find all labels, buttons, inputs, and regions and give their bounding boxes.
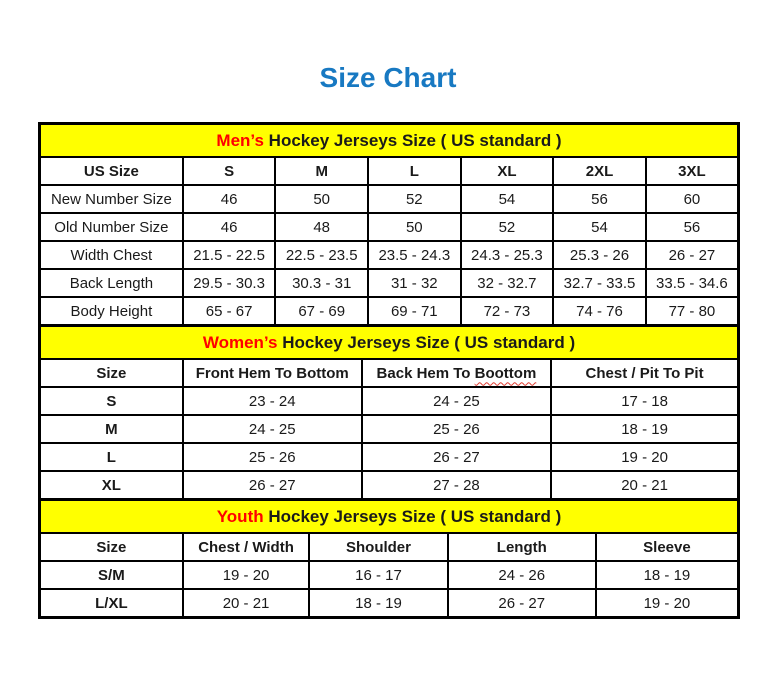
mens-banner-row xyxy=(40,124,739,158)
row-label: Width Chest xyxy=(40,241,183,269)
column-header xyxy=(362,359,551,387)
column-header: L xyxy=(368,157,461,185)
banner-text: Hockey Jerseys Size ( US standard ) xyxy=(263,506,562,526)
value-cell: 26 - 27 xyxy=(183,471,362,500)
row-label: New Number Size xyxy=(40,185,183,213)
banner-highlight: Men’s xyxy=(216,130,264,150)
mens-section-banner xyxy=(40,124,739,158)
value-cell: 20 - 21 xyxy=(551,471,738,500)
value-cell: 56 xyxy=(646,213,739,241)
column-header: Front Hem To Bottom xyxy=(183,359,362,387)
value-cell: 50 xyxy=(275,185,368,213)
column-header: Chest / Pit To Pit xyxy=(551,359,738,387)
value-cell: 18 - 19 xyxy=(309,589,447,618)
value-cell: 32 - 32.7 xyxy=(461,269,554,297)
value-cell: 25 - 26 xyxy=(183,443,362,471)
womens-banner-row xyxy=(40,326,739,360)
value-cell: 19 - 20 xyxy=(551,443,738,471)
value-cell: 33.5 - 34.6 xyxy=(646,269,739,297)
value-cell: 26 - 27 xyxy=(448,589,596,618)
value-cell: 24 - 26 xyxy=(448,561,596,589)
row-label: L/XL xyxy=(40,589,183,618)
column-header: Sleeve xyxy=(596,533,739,561)
page-title: Size Chart xyxy=(319,62,457,93)
value-cell: 21.5 - 22.5 xyxy=(183,241,276,269)
value-cell: 74 - 76 xyxy=(553,297,646,326)
table-row xyxy=(40,561,739,589)
table-row xyxy=(40,269,739,297)
column-header: Chest / Width xyxy=(183,533,310,561)
table-row xyxy=(40,443,739,471)
womens-size-table xyxy=(38,324,740,501)
column-header-text: Back Hem To xyxy=(376,364,475,382)
value-cell: 25 - 26 xyxy=(362,415,551,443)
value-cell: 18 - 19 xyxy=(551,415,738,443)
value-cell: 50 xyxy=(368,213,461,241)
womens-header-row xyxy=(40,359,739,387)
value-cell: 54 xyxy=(553,213,646,241)
value-cell: 56 xyxy=(553,185,646,213)
column-header: Size xyxy=(40,359,183,387)
value-cell: 17 - 18 xyxy=(551,387,738,415)
value-cell: 69 - 71 xyxy=(368,297,461,326)
mens-size-table xyxy=(38,122,740,327)
value-cell: 77 - 80 xyxy=(646,297,739,326)
row-label: XL xyxy=(40,471,183,500)
value-cell: 60 xyxy=(646,185,739,213)
value-cell: 67 - 69 xyxy=(275,297,368,326)
table-row xyxy=(40,185,739,213)
value-cell: 52 xyxy=(461,213,554,241)
value-cell: 52 xyxy=(368,185,461,213)
value-cell: 54 xyxy=(461,185,554,213)
value-cell: 32.7 - 33.5 xyxy=(553,269,646,297)
spellcheck-underline: Boottom xyxy=(474,364,537,382)
column-header: XL xyxy=(461,157,554,185)
table-row xyxy=(40,241,739,269)
row-label: S/M xyxy=(40,561,183,589)
youth-size-table xyxy=(38,498,740,619)
womens-section-banner xyxy=(40,326,739,360)
value-cell: 31 - 32 xyxy=(368,269,461,297)
column-header: 2XL xyxy=(553,157,646,185)
column-header: US Size xyxy=(40,157,183,185)
column-header: Shoulder xyxy=(309,533,447,561)
value-cell: 26 - 27 xyxy=(646,241,739,269)
row-label: S xyxy=(40,387,183,415)
value-cell: 30.3 - 31 xyxy=(275,269,368,297)
table-row xyxy=(40,387,739,415)
table-row xyxy=(40,415,739,443)
table-row xyxy=(40,471,739,500)
value-cell: 72 - 73 xyxy=(461,297,554,326)
value-cell: 19 - 20 xyxy=(183,561,310,589)
value-cell: 23 - 24 xyxy=(183,387,362,415)
table-row xyxy=(40,213,739,241)
table-row xyxy=(40,589,739,618)
value-cell: 16 - 17 xyxy=(309,561,447,589)
value-cell: 25.3 - 26 xyxy=(553,241,646,269)
banner-highlight: Youth xyxy=(216,506,264,526)
row-label: M xyxy=(40,415,183,443)
row-label: L xyxy=(40,443,183,471)
value-cell: 26 - 27 xyxy=(362,443,551,471)
value-cell: 19 - 20 xyxy=(596,589,739,618)
column-header: Size xyxy=(40,533,183,561)
value-cell: 18 - 19 xyxy=(596,561,739,589)
value-cell: 24 - 25 xyxy=(362,387,551,415)
value-cell: 20 - 21 xyxy=(183,589,310,618)
mens-header-row xyxy=(40,157,739,185)
youth-section-banner xyxy=(40,500,739,534)
banner-highlight: Women’s xyxy=(202,332,278,352)
banner-text: Hockey Jerseys Size ( US standard ) xyxy=(263,130,562,150)
value-cell: 48 xyxy=(275,213,368,241)
value-cell: 46 xyxy=(183,185,276,213)
youth-header-row xyxy=(40,533,739,561)
value-cell: 27 - 28 xyxy=(362,471,551,500)
value-cell: 24 - 25 xyxy=(183,415,362,443)
row-label: Back Length xyxy=(40,269,183,297)
value-cell: 29.5 - 30.3 xyxy=(183,269,276,297)
size-chart xyxy=(38,122,740,619)
row-label: Body Height xyxy=(40,297,183,326)
column-header: S xyxy=(183,157,276,185)
value-cell: 46 xyxy=(183,213,276,241)
value-cell: 22.5 - 23.5 xyxy=(275,241,368,269)
table-row xyxy=(40,297,739,326)
row-label: Old Number Size xyxy=(40,213,183,241)
banner-text: Hockey Jerseys Size ( US standard ) xyxy=(277,332,576,352)
value-cell: 24.3 - 25.3 xyxy=(461,241,554,269)
column-header: M xyxy=(275,157,368,185)
value-cell: 65 - 67 xyxy=(183,297,276,326)
youth-banner-row xyxy=(40,500,739,534)
column-header: 3XL xyxy=(646,157,739,185)
column-header: Length xyxy=(448,533,596,561)
value-cell: 23.5 - 24.3 xyxy=(368,241,461,269)
